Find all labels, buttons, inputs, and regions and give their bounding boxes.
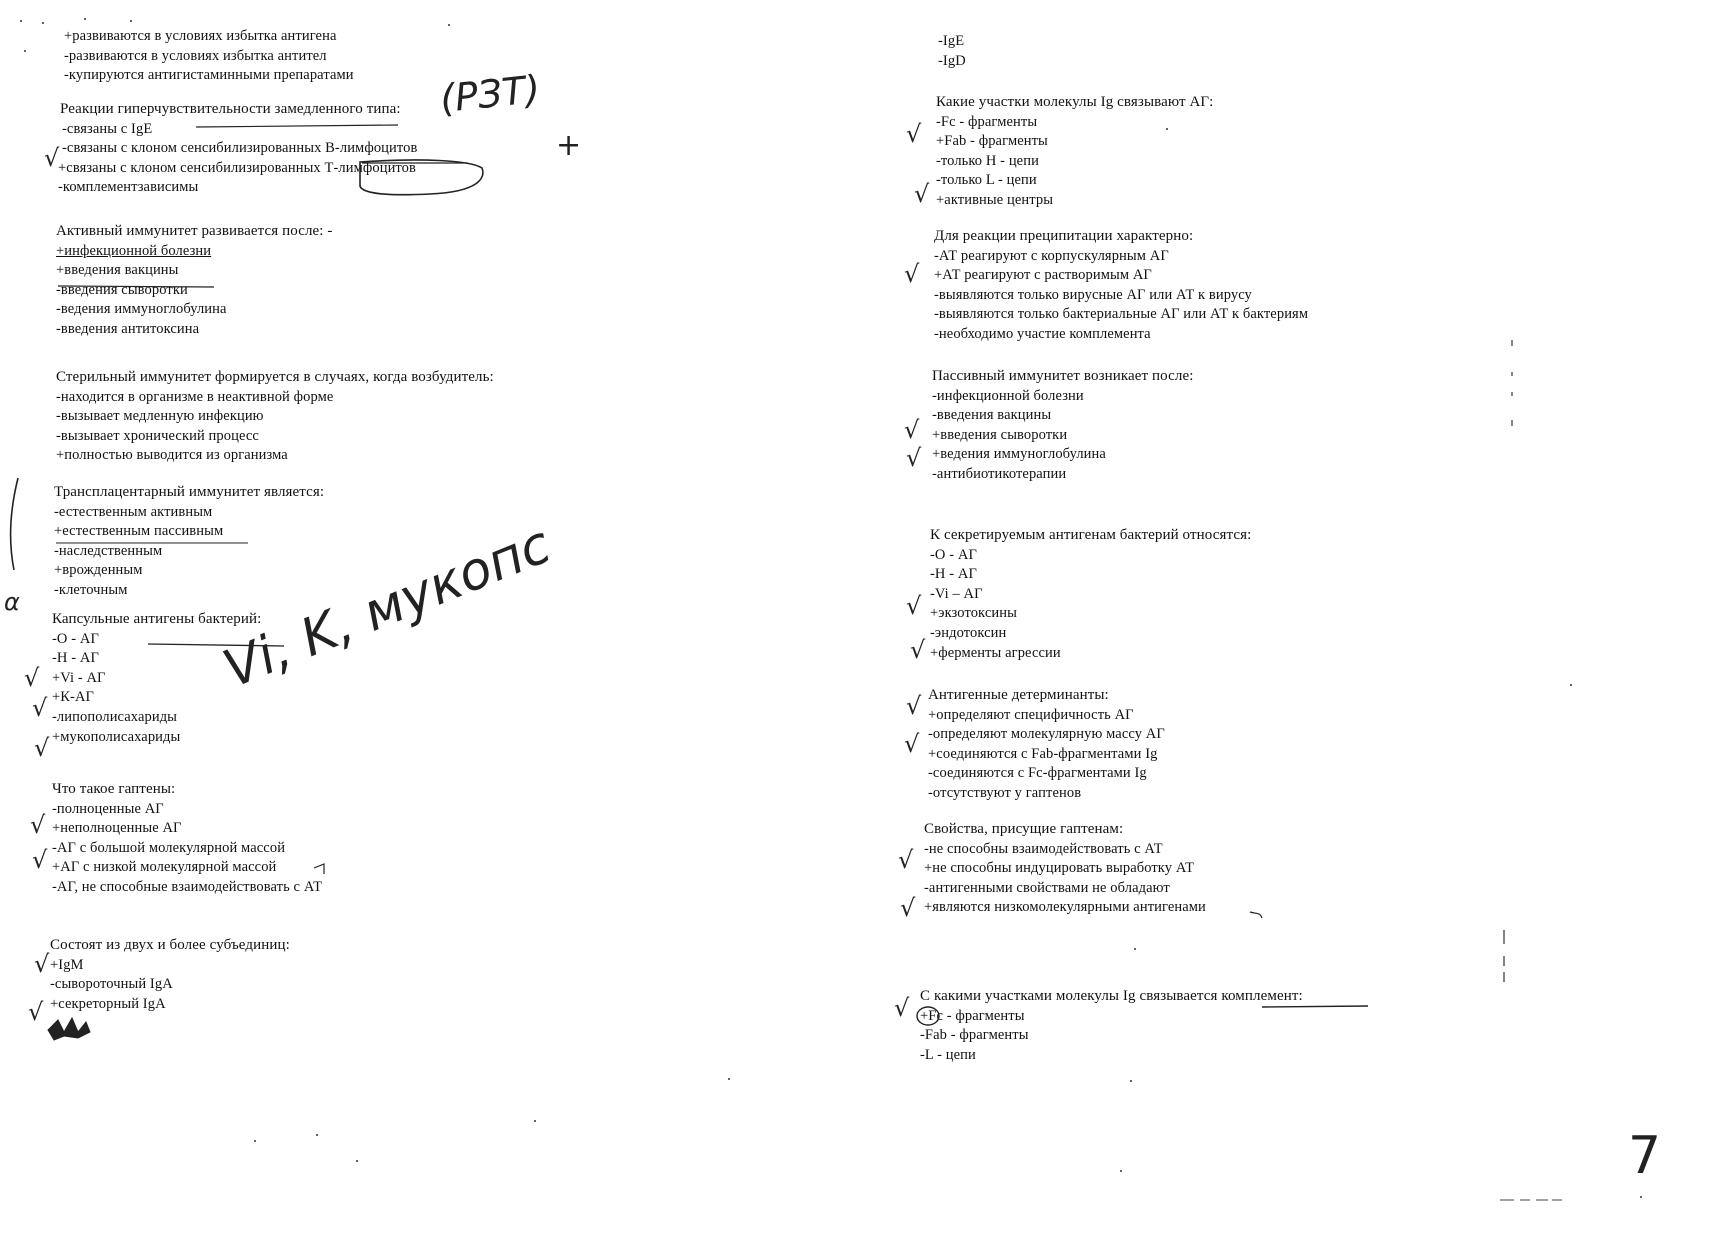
option: +Fc - фрагменты [920,1007,1025,1024]
option: -АГ с большой молекулярной массой [52,839,286,856]
scan-speck [84,18,86,20]
scan-speck [728,1078,730,1080]
handwritten-margin-mark: α [4,588,20,616]
option: -введения сыворотки [56,281,188,298]
check-mark-icon: √ [30,811,46,839]
option: +ферменты агрессии [930,644,1061,661]
check-mark-icon: √ [28,998,44,1026]
option: +АТ реагируют с растворимым АГ [934,267,1152,284]
scan-speck [1640,1196,1642,1198]
scan-speck [534,1120,536,1122]
scan-speck [1166,128,1168,130]
handwritten-capsule-note: Vi, K, мукопс [215,514,559,700]
option: +ведения иммуноглобулина [932,446,1106,463]
option: -АТ реагируют с корпускулярным АГ [934,247,1169,264]
option: +АГ с низкой молекулярной массой [52,859,277,876]
handwritten-plus: + [556,128,582,163]
option: -инфекционной болезни [932,387,1084,404]
option: -естественным активным [54,503,213,520]
option: -купируются антигистаминными препаратами [64,67,354,84]
option: +введения сыворотки [932,426,1068,443]
option: -L - цепи [920,1046,976,1063]
option: -Н - АГ [52,650,99,667]
scan-speck [20,20,22,22]
option: -находится в организме в неактивной форме [56,388,334,405]
option: +Vi - АГ [52,669,106,686]
check-mark-icon: √ [906,444,922,472]
option: -антибиотикотерапии [932,465,1067,482]
option: -сывороточный IgA [50,976,173,993]
question-text: С какими участками молекулы Ig связывается комплемент: [920,988,1303,1004]
handwritten-page-number: 7 [1628,1126,1662,1186]
option: +инфекционной болезни [56,242,212,259]
check-mark-icon: √ [910,636,926,664]
scan-speck [448,24,450,26]
check-mark-icon: √ [904,260,920,288]
option: +экзотоксины [930,605,1017,622]
option: +Fab - фрагменты [936,133,1048,150]
handwritten-rzt: (РЗТ) [437,66,543,122]
option: -только Н - цепи [936,152,1039,169]
scan-speck [1120,1170,1122,1172]
scan-speck [1130,1080,1132,1082]
check-mark-icon: √ [906,592,922,620]
option: -АГ, не способные взаимодействовать с АТ [52,878,323,895]
option: -введения вакцины [932,407,1052,424]
option: +соединяются с Fab-фрагментами Ig [928,745,1158,762]
question-text: Свойства, присущие гаптенам: [924,821,1124,837]
check-mark-icon: √ [900,894,916,922]
option: +неполноценные АГ [52,820,182,837]
check-mark-icon: √ [904,730,920,758]
option: +определяют специфичность АГ [928,706,1134,723]
option: -Н - АГ [930,566,977,583]
question-text: Состоят из двух и более субъединиц: [50,937,290,953]
option: -клеточным [54,581,128,598]
check-mark-icon: √ [44,144,60,172]
option: -вызывает хронический процесс [56,427,259,444]
option: -отсутствуют у гаптенов [928,784,1082,801]
check-mark-icon: √ [34,950,50,978]
question-text: Какие участки молекулы Ig связывают АГ: [936,94,1214,110]
option: -введения антитоксина [56,320,200,337]
option: -липополисахариды [52,708,178,725]
scan-speck [42,22,44,24]
option: -Vi – АГ [930,585,983,602]
question-text: Активный иммунитет развивается после: - [56,223,333,239]
question-text: Капсульные антигены бактерий: [52,611,262,627]
option: +не способны индуцировать выработку АТ [924,860,1195,877]
question-text: Трансплацентарный иммунитет является: [54,484,325,500]
option: +введения вакцины [56,262,179,279]
check-mark-icon: √ [32,846,48,874]
question-text: Реакции гиперчувствительности замедленного типа: [60,101,401,117]
option: -О - АГ [930,546,977,563]
option: +IgM [50,956,84,973]
scan-speck [24,50,26,52]
scan-speck [316,1134,318,1136]
check-mark-icon: √ [24,664,40,692]
question-text: К секретируемым антигенам бактерий относятся: [930,527,1252,543]
option: -IgE [938,33,965,49]
option: -ведения иммуноглобулина [56,301,227,318]
option: +полностью выводится из организма [56,447,288,464]
scan-speck [356,1160,358,1162]
scan-speck [1134,948,1136,950]
option: -эндотоксин [930,624,1007,641]
option: +активные центры [936,191,1054,208]
check-mark-icon: √ [32,694,48,722]
option: -выявляются только бактериальные АГ или АТ к бактериям [934,306,1309,323]
question-text: Стерильный иммунитет формируется в случаях, когда возбудитель: [56,369,494,385]
option: -IgD [938,52,966,69]
option: -О - АГ [52,630,99,647]
option: -комплементзависимы [58,179,199,196]
option: -выявляются только вирусные АГ или АТ к вирусу [934,286,1252,303]
option: +естественным пассивным [54,523,224,540]
option: -Fc - фрагменты [936,113,1038,130]
option: -антигенными свойствами не обладают [924,879,1170,896]
option: -связаны с клоном сенсибилизированных В-лимфоцитов [62,140,418,157]
check-mark-icon: √ [894,994,910,1022]
option: -вызывает медленную инфекцию [56,408,264,425]
check-mark-icon: √ [34,734,50,762]
scan-speck [130,20,132,22]
option: +связаны с клоном сенсибилизированных Т-лимфоцитов [58,159,416,176]
option: +врожденным [54,562,143,579]
option: -наследственным [54,542,163,559]
option: -не способны взаимодействовать с АТ [924,840,1163,857]
question-text: Для реакции преципитации характерно: [934,228,1194,244]
option: -Fab - фрагменты [920,1027,1029,1044]
option: +мукополисахариды [52,728,181,745]
check-mark-icon: √ [906,692,922,720]
question-text: Пассивный иммунитет возникает после: [932,368,1194,384]
option: -полноценные АГ [52,800,164,817]
option: -определяют молекулярную массу АГ [928,726,1165,743]
option: +являются низкомолекулярными антигенами [924,899,1206,916]
option: +секреторный IgA [50,995,166,1012]
option: -связаны с IgE [62,120,153,137]
check-mark-icon: √ [906,120,922,148]
option: -только L - цепи [936,172,1037,189]
option: -развиваются в условиях избытка антител [64,47,327,64]
question-text: Антигенные детерминанты: [928,687,1109,703]
check-mark-icon: √ [914,180,930,208]
option: -соединяются с Fc-фрагментами Ig [928,765,1147,782]
option: +К-АГ [52,689,95,706]
option: +развиваются в условиях избытка антигена [64,28,337,44]
check-mark-icon: √ [898,846,914,874]
scan-speck [1570,684,1572,686]
question-text: Что такое гаптены: [52,781,176,797]
option: -необходимо участие комплемента [934,325,1151,342]
scan-speck [254,1140,256,1142]
check-mark-icon: √ [904,416,920,444]
